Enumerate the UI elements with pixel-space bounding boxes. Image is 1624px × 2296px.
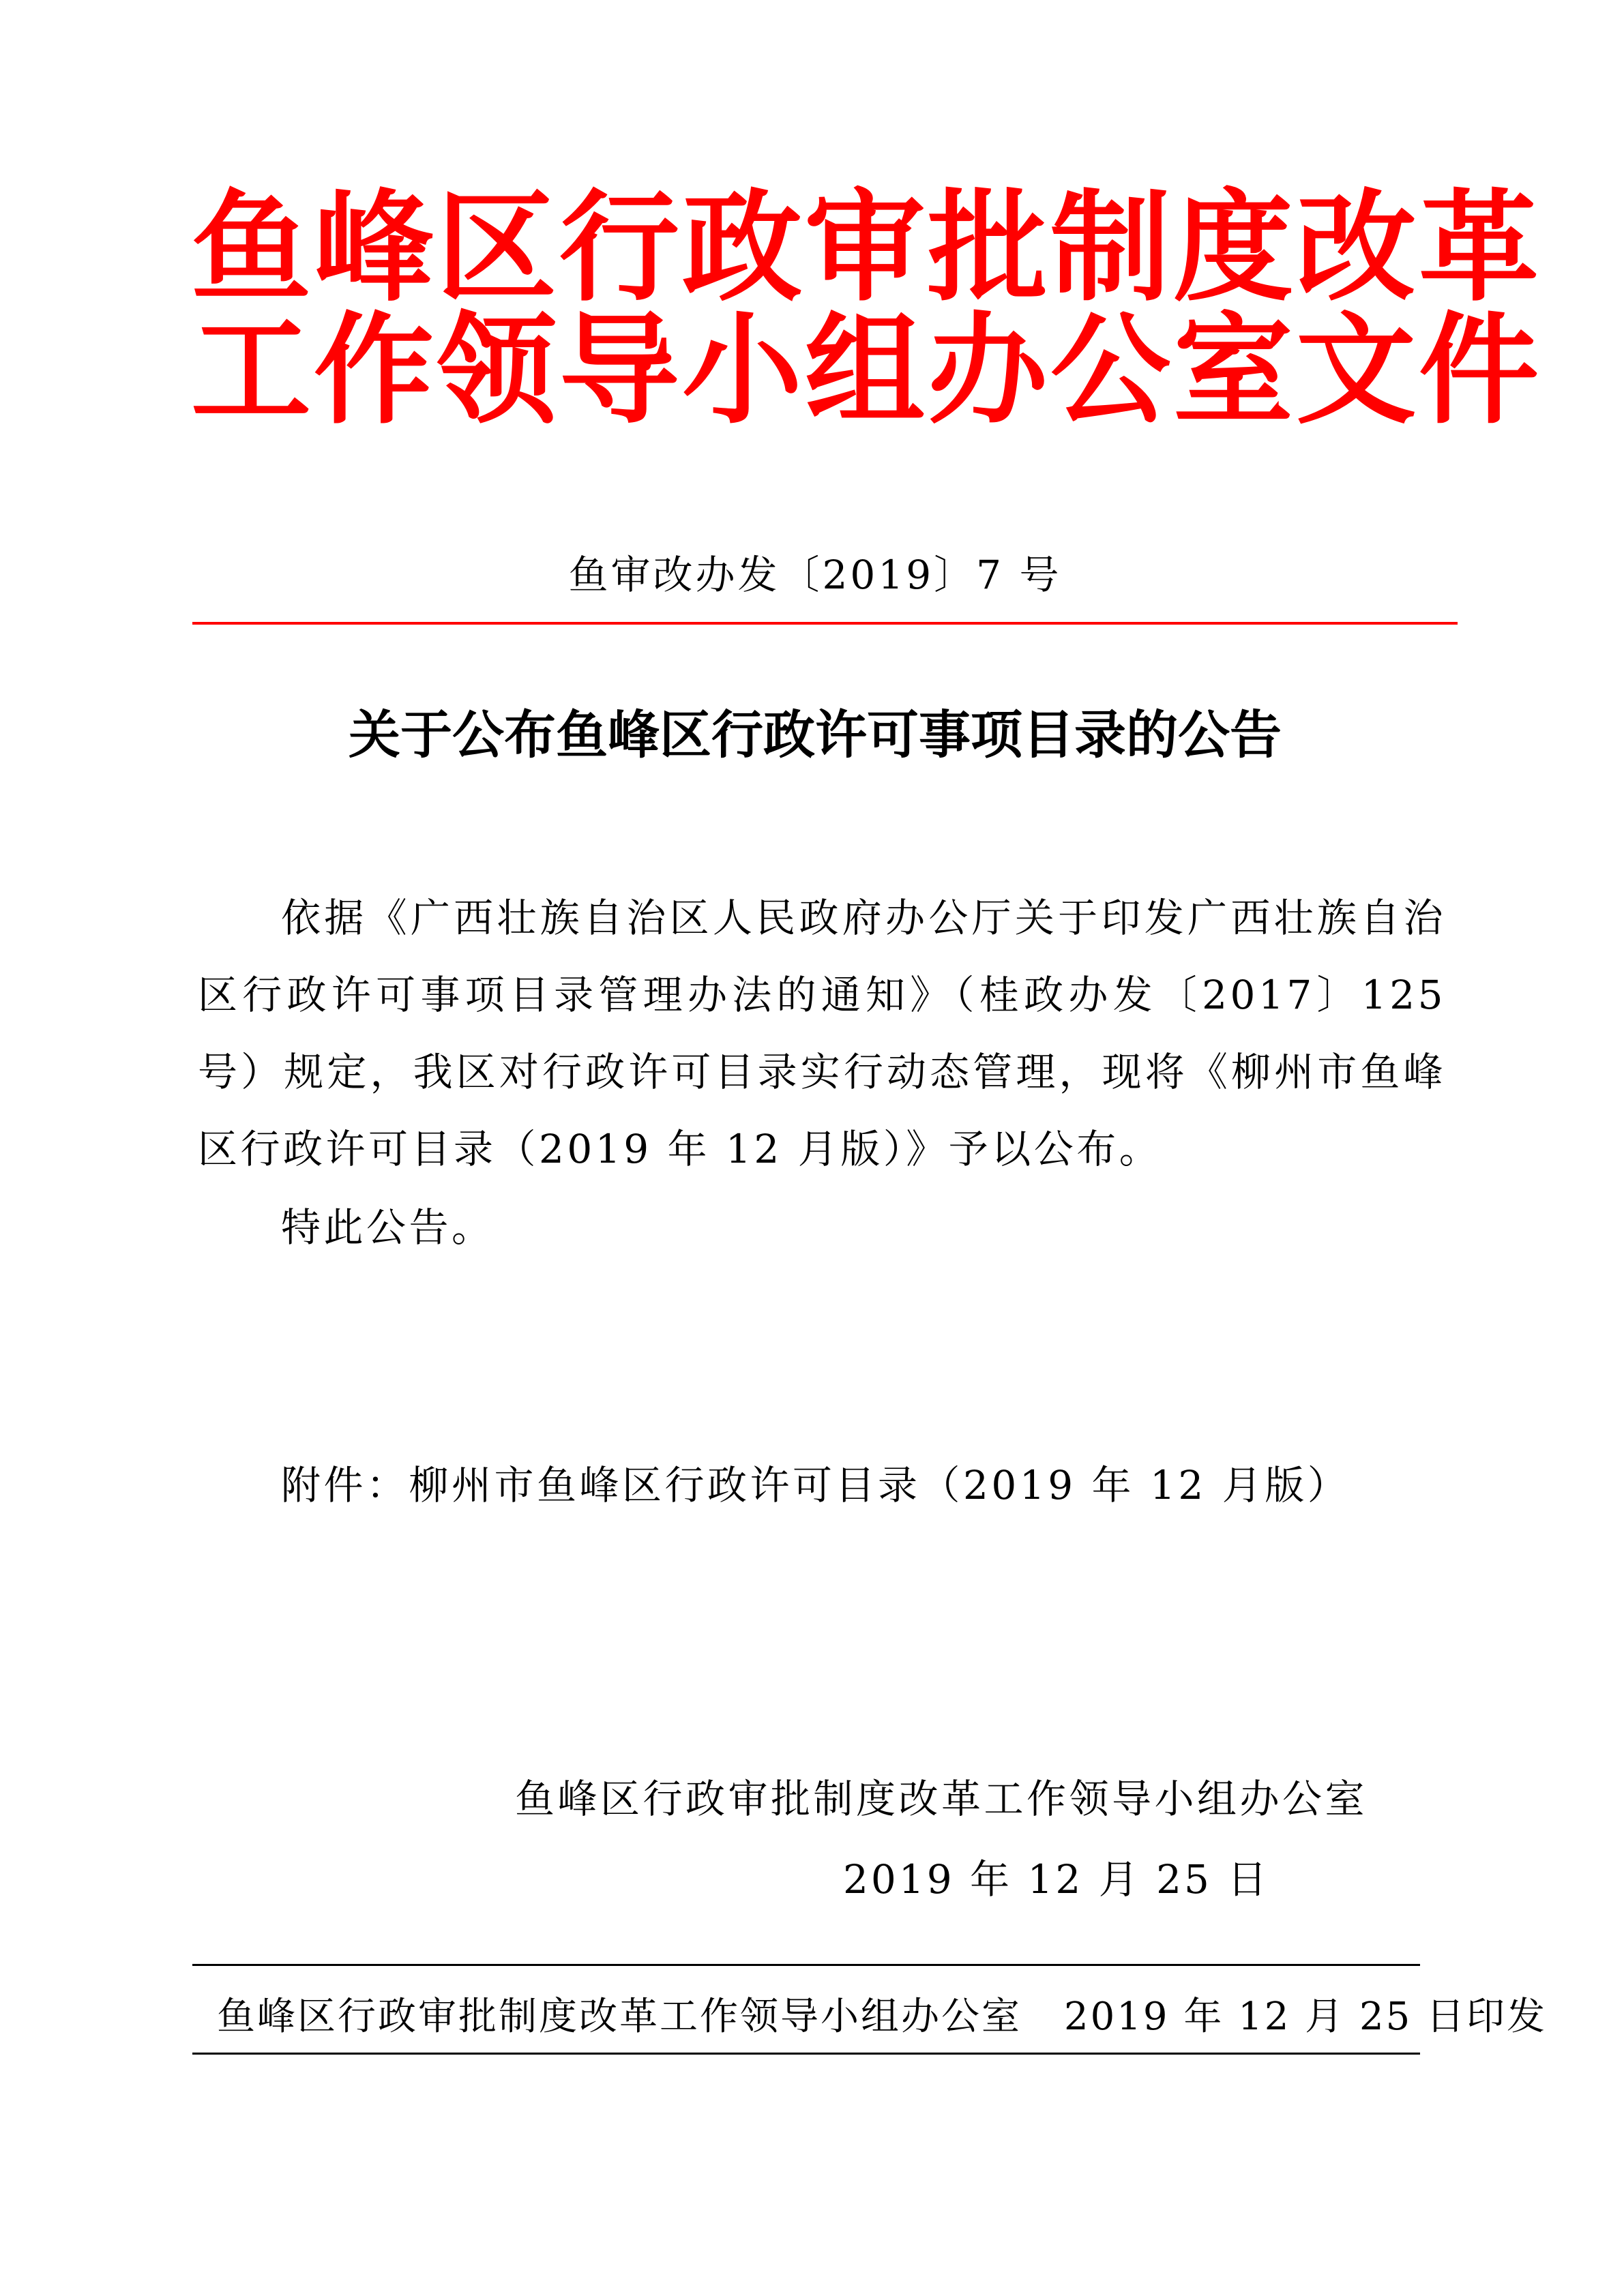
document-title: 关于公布鱼峰区行政许可事项目录的公告 <box>349 704 1282 765</box>
footer-issuer: 鱼峰区行政审批制度改革工作领导小组办公室 <box>217 1995 1022 2039</box>
header-title-line-1: 鱼峰区行政审批制度改革 <box>191 177 1542 318</box>
footer-issue-date: 2019 年 12 月 25 日印发 <box>1064 1995 1548 2039</box>
document-number: 鱼审改办发〔2019〕7 号 <box>568 552 1062 598</box>
header-title-line-2: 工作领导小组办公室文件 <box>191 299 1542 441</box>
footer-divider-top <box>192 1964 1420 1966</box>
red-divider <box>192 622 1458 625</box>
body-paragraph: 依据《广西壮族自治区人民政府办公厅关于印发广西壮族自治区行政许可事项目录管理办法的通知》（桂政办发〔2017〕125 号）规定，我区对行政许可目录实行动态管理，现将《柳州市鱼峰区行政许可目录（2019 年 12 月版）》予以公布。 <box>198 895 1446 1172</box>
footer-issue-line <box>217 1990 1547 2044</box>
attachment-line: 附件：柳州市鱼峰区行政许可目录（2019 年 12 月版） <box>281 1462 1350 1508</box>
footer-divider-bottom <box>192 2053 1420 2055</box>
signature-date: 2019 年 12 月 25 日 <box>843 1856 1270 1903</box>
signature-organization: 鱼峰区行政审批制度改革工作领导小组办公室 <box>515 1776 1368 1822</box>
closing-line: 特此公告。 <box>281 1204 494 1251</box>
